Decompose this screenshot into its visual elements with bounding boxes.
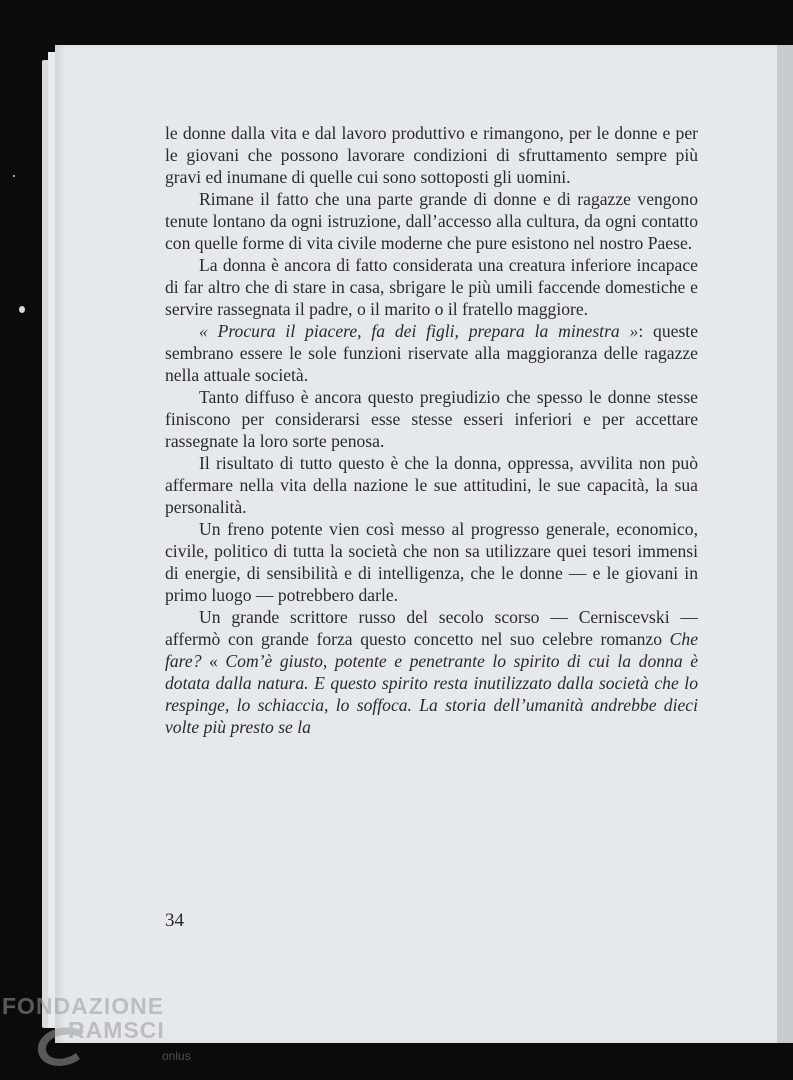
quote-italic: Com’è giusto, potente e penetrante lo spirito di cui la donna è dotata dalla natura. E questo spirito resta inutilizzato dalla società che lo respinge, lo schiaccia, lo soffoca. La storia dell’umanità andrebbe dieci volte più presto se la: [165, 651, 699, 737]
quote-italic: « Procura il piacere, fa dei figli, prepara la minestra »: [199, 321, 639, 341]
paragraph-quote: [165, 320, 698, 386]
body-text: [165, 122, 698, 738]
paragraph: le donne dalla vita e dal lavoro produttivo e rimangono, per le donne e per le giovani che possono lavorare condizioni di sfruttamento sempre più gravi ed inumane di quelle cui sono sottoposti gli uomini.: [165, 123, 698, 187]
page-number: 34: [165, 910, 184, 931]
speck: [19, 306, 25, 313]
watermark-suffix: onlus: [162, 1049, 191, 1063]
paragraph: Tanto diffuso è ancora questo pregiudizio che spesso le donne stesse finiscono per considerarsi esse stesse esseri inferiori e per accettare rassegnate la loro sorte penosa.: [165, 387, 698, 451]
watermark-line1: FONDAZIONE: [2, 993, 165, 1019]
paragraph: Rimane il fatto che una parte grande di donne e di ragazze vengono tenute lontano da ogni istruzione, dall’accesso alla cultura, da ogni contatto con quelle forme di vita civile moderne che pure esistono nel nostro Paese.: [165, 189, 698, 253]
watermark-line2: RAMSCI: [68, 1017, 165, 1043]
next-page-edge: [777, 45, 793, 1043]
book-title: Che fare?: [165, 629, 698, 671]
paragraph: La donna è ancora di fatto considerata una creatura inferiore incapace di far altro che di stare in casa, sbrigare le più umili faccende domestiche e servire rassegnata il padre, o il marito o il fratello maggiore.: [165, 255, 698, 319]
book-page: [55, 45, 777, 1043]
quote-rest: : queste sembrano essere le sole funzioni riservate alla maggioranza delle ragazze nella attuale società.: [165, 321, 699, 385]
watermark-logo: [2, 993, 202, 1073]
paragraph: Il risultato di tutto questo è che la donna, oppressa, avvilita non può affermare nella vita della nazione le sue attitudini, le sue capacità, la sua personalità.: [165, 453, 698, 517]
mixed-lead: Un grande scrittore russo del secolo scorso — Cerniscevski — affermò con grande forza questo concetto nel suo celebre romanzo: [165, 607, 698, 649]
quote-open: «: [201, 651, 226, 671]
paragraph-mixed: [165, 606, 698, 738]
paragraph: Un freno potente vien così messo al progresso generale, economico, civile, politico di tutta la società che non sa utilizzare quei tesori immensi di energie, di sensibilità e di intelligenza, che le donne — e le giovani in primo luogo — potrebbero darle.: [165, 519, 698, 605]
speck: [13, 175, 15, 177]
